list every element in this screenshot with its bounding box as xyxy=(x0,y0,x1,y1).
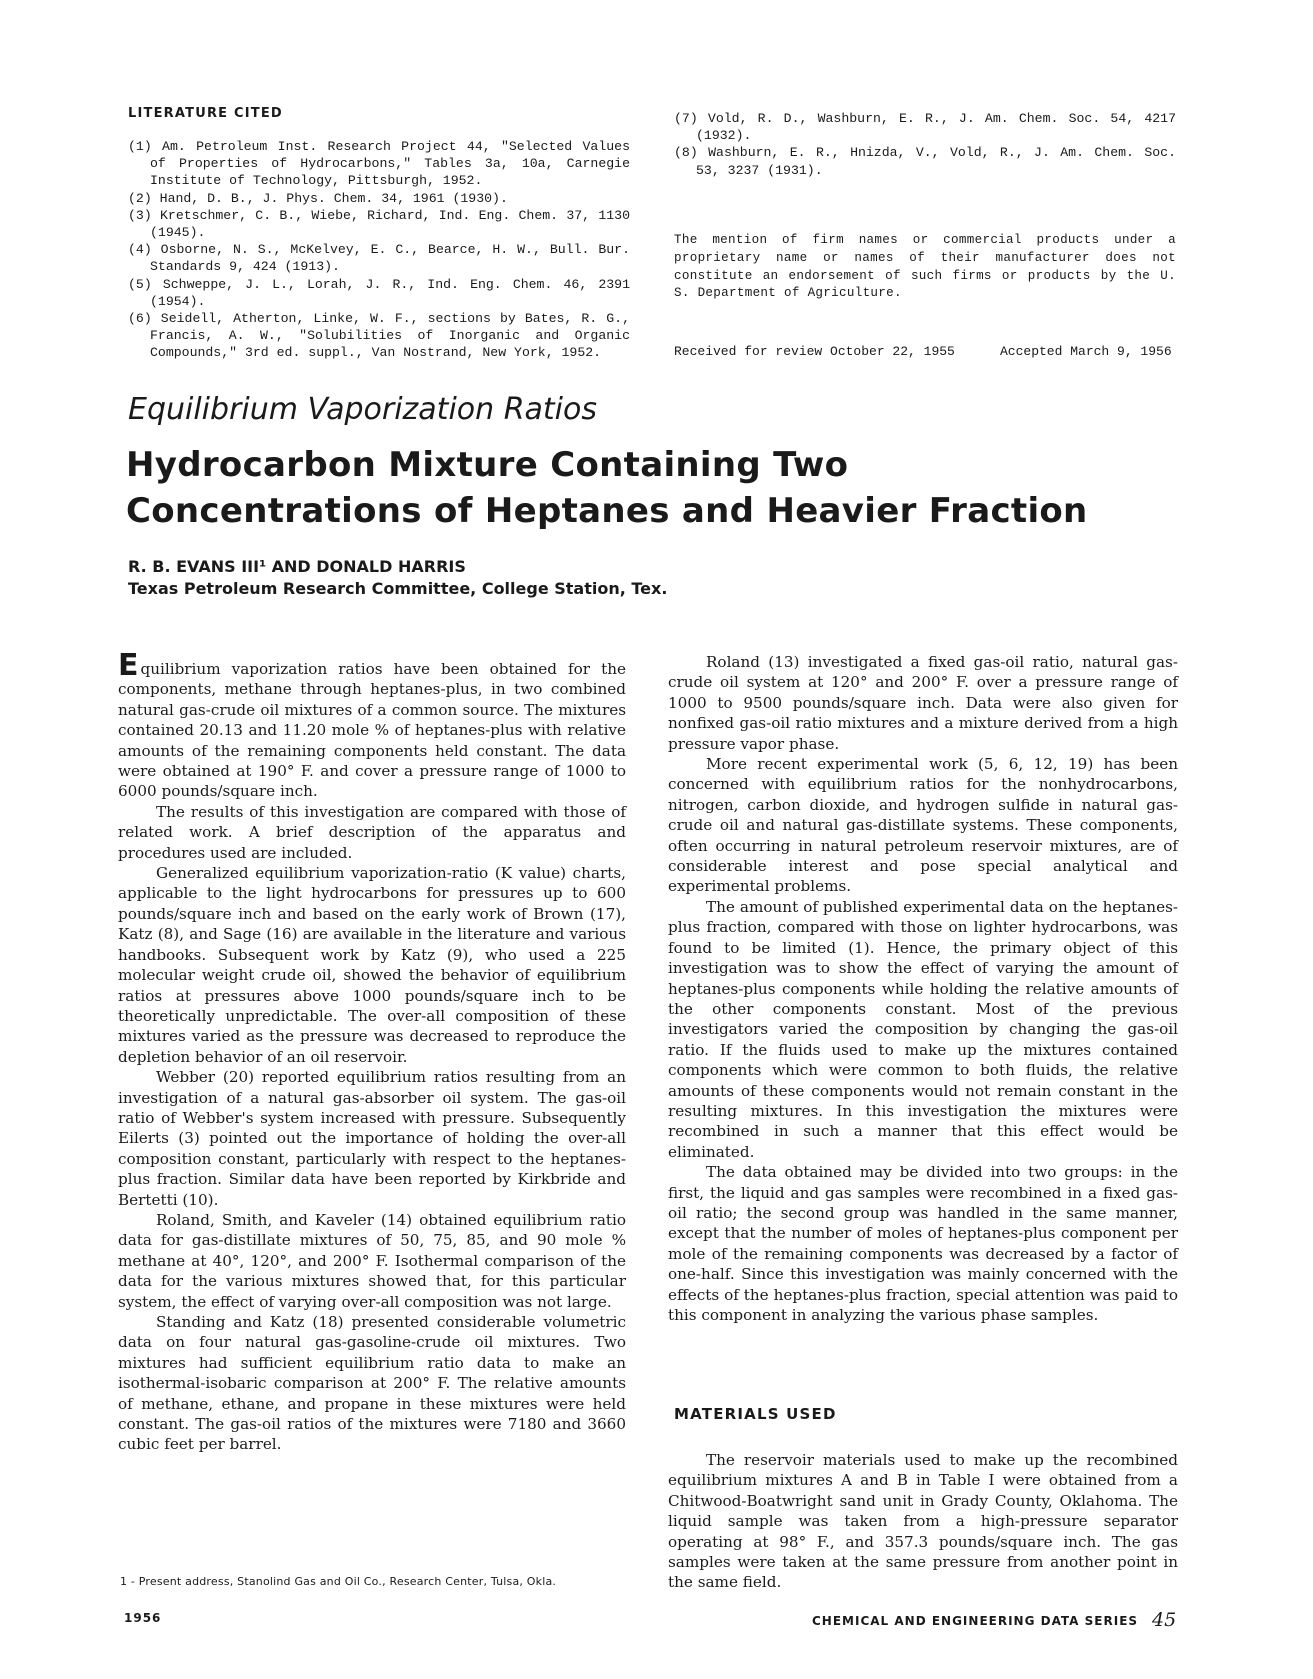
reference-item: (5) Schweppe, J. L., Lorah, J. R., Ind. Eng. Chem. 46, 2391 (1954). xyxy=(128,276,630,309)
page-number: 45 xyxy=(1152,1609,1177,1631)
accepted-date: Accepted March 9, 1956 xyxy=(1000,344,1172,359)
footnote: 1 - Present address, Stanolind Gas and Oil Co., Research Center, Tulsa, Okla. xyxy=(120,1575,557,1588)
paragraph: Webber (20) reported equilibrium ratios resulting from an investigation of a natural gas-absorber oil system. The gas-oil ratio of Webber's system increased with pressure. Subsequently Eilerts (3) pointed out the importance of holding the over-all composition constant, particularly with respect to the heptanes-plus fraction. Similar data have been reported by Kirkbride and Bertetti (10). xyxy=(118,1068,626,1209)
affiliation: Texas Petroleum Research Committee, College Station, Tex. xyxy=(128,579,668,598)
drop-cap: E xyxy=(118,648,139,683)
reference-item: (4) Osborne, N. S., McKelvey, E. C., Bearce, H. W., Bull. Bur. Standards 9, 424 (1913). xyxy=(128,242,630,275)
footer-year: 1956 xyxy=(124,1611,162,1625)
paragraph: Generalized equilibrium vaporization-ratio (K value) charts, applicable to the light hydrocarbons for pressures up to 600 pounds/square inch and based on the early work of Brown (17), Katz (8), and Sage (16) are available in the literature and various handbooks. Subsequent work by Katz (9), who used a 225 molecular weight crude oil, showed the behavior of equilibrium ratios at pressures above 1000 pounds/square inch to be theoretically unpredictable. The over-all composition of these mixtures varied as the pressure was decreased to reproduce the depletion behavior of an oil reservoir. xyxy=(118,864,626,1066)
paragraph: Roland, Smith, and Kaveler (14) obtained equilibrium ratio data for gas-distillate mixtures of 50, 75, 85, and 90 mole % methane at 40°, 120°, and 200° F. Isothermal comparison of the data for the various mixtures showed that, for this particular system, the effect of varying over-all composition was not large. xyxy=(118,1210,626,1311)
reference-item: (1) Am. Petroleum Inst. Research Project 44, "Selected Values of Properties of Hydrocarbons," Tables 3a, 10a, Carnegie Institute of Technology, Pittsburgh, 1952. xyxy=(128,139,630,189)
authors: R. B. EVANS III¹ AND DONALD HARRIS xyxy=(128,557,466,576)
article-title-line-2: Concentrations of Heptanes and Heavier Fraction xyxy=(126,491,1088,531)
paragraph: The data obtained may be divided into two groups: in the first, the liquid and gas samples were recombined in a fixed gas-oil ratio; the second group was handled in the same manner, except that the number of moles of heptanes-plus component per mole of the remaining components was decreased by a factor of one-half. Since this investigation was mainly concerned with the effects of the heptanes-plus fraction, special attention was paid to this component in analyzing the various phase samples. xyxy=(668,1163,1178,1324)
reference-list-left xyxy=(128,138,630,362)
paragraph: The results of this investigation are compared with those of related work. A brief description of the apparatus and procedures used are included. xyxy=(118,802,626,862)
article-kicker: Equilibrium Vaporization Ratios xyxy=(128,392,597,427)
footer-series: CHEMICAL AND ENGINEERING DATA SERIES xyxy=(812,1614,1139,1628)
received-date: Received for review October 22, 1955 xyxy=(674,344,955,359)
paragraph-text: quilibrium vaporization ratios have been obtained for the components, methane through heptanes-plus, in two combined natural gas-crude oil mixtures of a common source. The mixtures contained 20.13 and 11.20 mole % of heptanes-plus with relative amounts of the remaining components held constant. The data were obtained at 190° F. and cover a pressure range of 1000 to 6000 pounds/square inch. xyxy=(118,660,626,801)
right-column xyxy=(668,652,1178,1325)
literature-cited-heading: LITERATURE CITED xyxy=(128,106,283,121)
reference-item: (6) Seidell, Atherton, Linke, W. F., sections by Bates, R. G., Francis, A. W., "Solubilities of Inorganic and Organic Compounds," 3rd ed. suppl., Van Nostrand, New York, 1952. xyxy=(128,311,630,361)
disclaimer-note: The mention of firm names or commercial products under a proprietary name or names of their manufacturer does not constitute an endorsement of such firms or products by the U. S. Department of Agriculture. xyxy=(674,233,1176,301)
article-title-line-1: Hydrocarbon Mixture Containing Two xyxy=(126,445,849,485)
paragraph: Roland (13) investigated a fixed gas-oil ratio, natural gas-crude oil system at 120° and 200° F. over a pressure range of 1000 to 9500 pounds/square inch. Data were also given for nonfixed gas-oil ratio mixtures and a mixture derived from a high pressure vapor phase. xyxy=(668,653,1178,753)
left-column xyxy=(118,648,626,1455)
paragraph xyxy=(118,648,626,802)
reference-item: (8) Washburn, E. R., Hnizda, V., Vold, R., J. Am. Chem. Soc. 53, 3237 (1931). xyxy=(674,145,1176,178)
materials-used-heading: MATERIALS USED xyxy=(674,1405,837,1423)
paragraph: Standing and Katz (18) presented considerable volumetric data on four natural gas-gasoline-crude oil mixtures. Two mixtures had sufficient equilibrium ratio data to make an isothermal-isobaric comparison at 200° F. The relative amounts of methane, ethane, and propane in these mixtures were held constant. The gas-oil ratios of the mixtures were 7180 and 3660 cubic feet per barrel. xyxy=(118,1313,626,1454)
reference-item: (7) Vold, R. D., Washburn, E. R., J. Am. Chem. Soc. 54, 4217 (1932). xyxy=(674,111,1176,144)
right-column-materials xyxy=(668,1450,1178,1593)
reference-item: (2) Hand, D. B., J. Phys. Chem. 34, 1961 (1930). xyxy=(128,190,508,206)
paragraph: The amount of published experimental data on the heptanes-plus fraction, compared with those on lighter hydrocarbons, was found to be limited (1). Hence, the primary object of this investigation was to show the effect of varying the amount of heptanes-plus components while holding the relative amounts of the other components constant. Most of the previous investigators varied the composition by changing the gas-oil ratio. If the fluids used to make up the mixtures contained components which were common to both fluids, the relative amounts of these components would not remain constant in the resulting mixtures. In this investigation the mixtures were recombined in such a manner that this effect would be eliminated. xyxy=(668,897,1178,1161)
reference-list-right xyxy=(674,110,1176,179)
paragraph: More recent experimental work (5, 6, 12, 19) has been concerned with equilibrium ratios for the nonhydrocarbons, nitrogen, carbon dioxide, and hydrogen sulfide in natural gas-crude oil and natural gas-distillate systems. These components, often occurring in natural petroleum reservoir mixtures, are of considerable interest and pose special analytical and experimental problems. xyxy=(668,755,1178,896)
reference-item: (3) Kretschmer, C. B., Wiebe, Richard, Ind. Eng. Chem. 37, 1130 (1945). xyxy=(128,207,630,241)
paragraph: The reservoir materials used to make up the recombined equilibrium mixtures A and B in Table I were obtained from a Chitwood-Boatwright sand unit in Grady County, Oklahoma. The liquid sample was taken from a high-pressure separator operating at 98° F., and 357.3 pounds/square inch. The gas samples were taken at the same pressure from another point in the same field. xyxy=(668,1451,1178,1592)
